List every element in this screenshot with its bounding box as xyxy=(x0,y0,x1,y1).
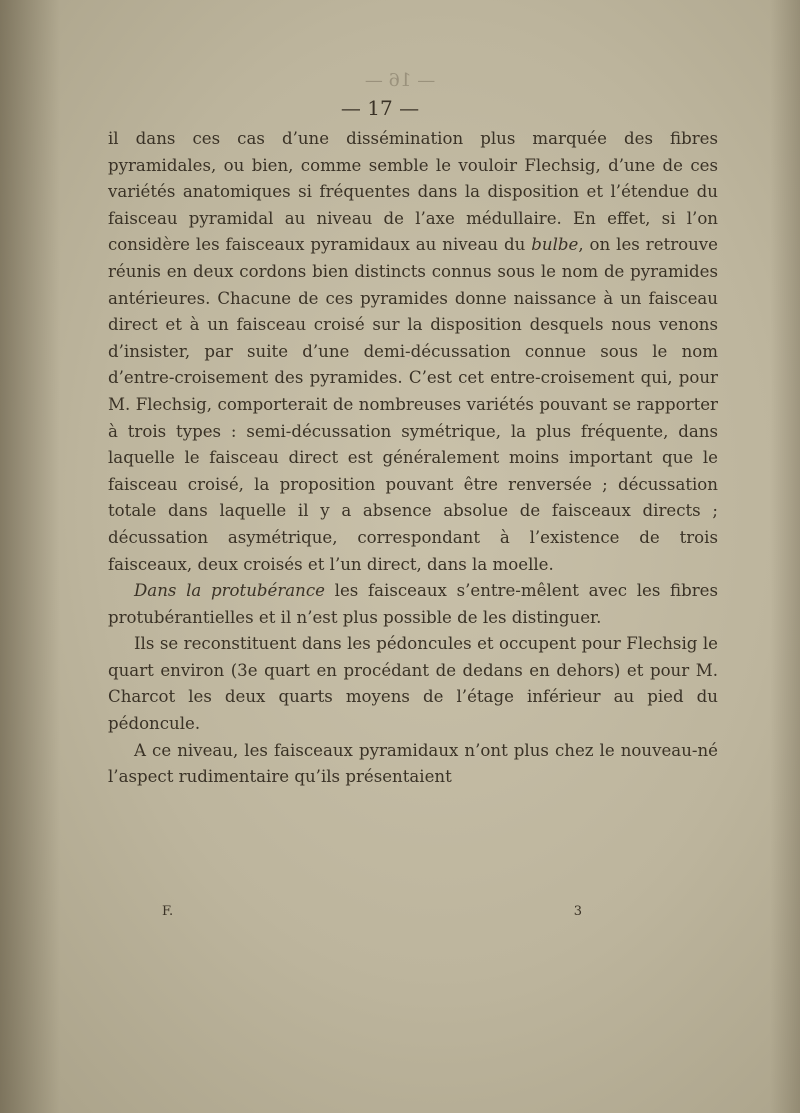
paragraph-1 xyxy=(108,126,718,578)
italic-run: bulbe xyxy=(531,235,579,255)
text-run: il dans ces cas d’une dissémination plus marquée des fibres pyramidales, ou bien, comme semble le vouloir Flechsig, d’une de ces variétés anatomiques si fréquentes dans la disposition et l’étendue du faisceau pyramidal au niveau de l’axe médullaire. En effet, si l’on considère les faisceaux pyramidaux au niveau du xyxy=(108,129,718,255)
text-run: Ils se reconstituent dans les pédoncules et occupent pour Flechsig le quart environ (3e quart en procédant de dedans en dehors) et pour M. Charcot les deux quarts moyens de l’étage inférieur au pied du pédoncule. xyxy=(108,634,718,734)
signature-number: 3 xyxy=(573,904,582,919)
page-number: — 17 — xyxy=(340,96,420,120)
paragraph-4 xyxy=(108,738,718,791)
faint-facing-page-number: — 16 — xyxy=(364,70,436,91)
body-text xyxy=(108,126,718,791)
paragraph-2 xyxy=(108,578,718,631)
paragraph-3 xyxy=(108,631,718,737)
text-run: , on les retrouve réunis en deux cordons bien distincts connus sous le nom de pyramides antérieures. Chacune de ces pyramides donne naissance à un faisceau direct et à un faisceau croisé sur la disposition desquels nous venons d’insister, par suite d’une demi-décussation connue sous le nom d’entre-croisement des pyramides. C’est cet entre-croisement qui, pour M. Flechsig, comporterait de nombreuses variétés pouvant se rapporter à trois types : semi-décussation symétrique, la plus fréquente, dans laquelle le faisceau direct est généralement moins important que le faisceau croisé, la proposition pouvant être renversée ; décussation totale dans laquelle il y a absence absolue de faisceaux directs ; décussation asymétrique, correspondant à l’existence de trois faisceaux, deux croisés et l’un direct, dans la moelle. xyxy=(108,235,718,574)
text-run: A ce niveau, les faisceaux pyramidaux n’ont plus chez le nouveau-né l’aspect rudimentaire qu’ils présentaient xyxy=(108,740,718,787)
italic-run: Dans la protubérance xyxy=(134,581,325,601)
signature-letter: F. xyxy=(162,904,174,919)
page-footer xyxy=(162,904,582,919)
text-run: les faisceaux s’entre-mêlent avec les fibres protubérantielles et il n’est plus possible de les distinguer. xyxy=(108,581,718,627)
